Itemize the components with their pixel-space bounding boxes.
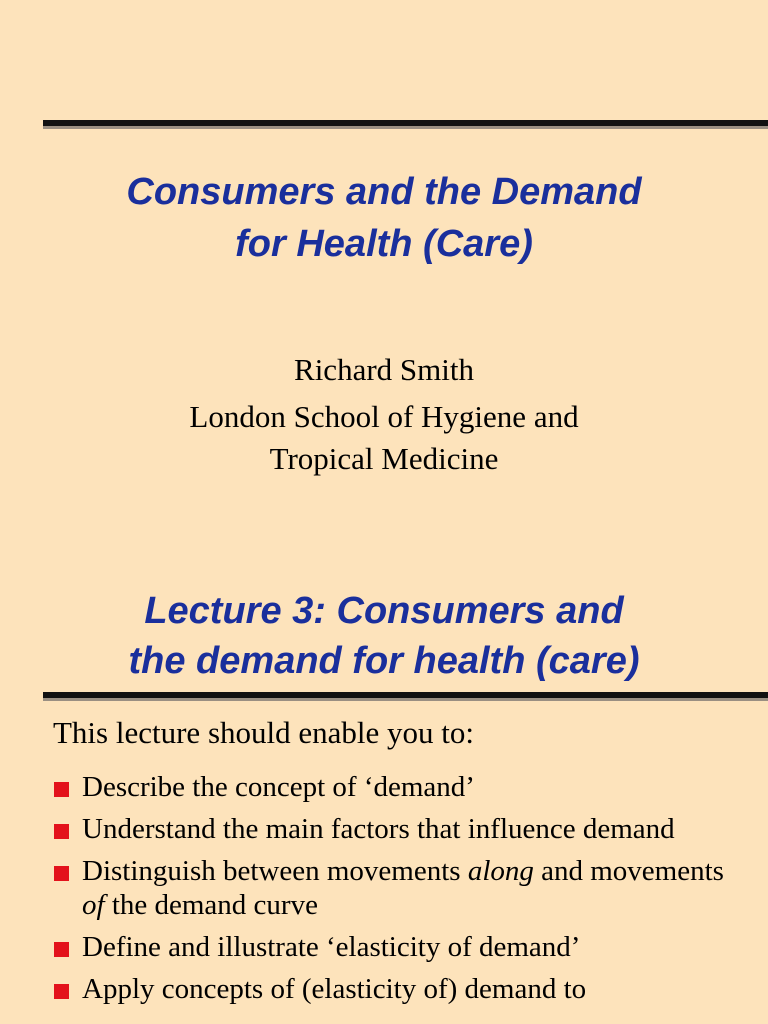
intro-text: This lecture should enable you to:: [53, 715, 474, 750]
slide-2-title-line-1: Lecture 3: Consumers and: [144, 590, 624, 632]
square-bullet-icon: [54, 984, 69, 999]
objective-emphasis: of: [82, 889, 105, 921]
slide-2-divider: [43, 692, 768, 698]
square-bullet-icon: [54, 942, 69, 957]
square-bullet-icon: [54, 866, 69, 881]
slide-1-title: [0, 166, 768, 270]
objective-text-part: Distinguish between movements: [82, 855, 468, 887]
objective-item: [53, 770, 753, 804]
objective-item: [53, 812, 753, 846]
affiliation-line-1: London School of Hygiene and: [189, 399, 579, 434]
slide-2-title: [0, 586, 768, 686]
objective-item: [53, 972, 753, 1006]
objective-text: Apply concepts of (elasticity of) demand to: [82, 973, 587, 1005]
objective-text-part: and movements: [533, 855, 724, 887]
objective-text: Understand the main factors that influence demand: [82, 813, 675, 845]
slide-1-title-line-1: Consumers and the Demand: [126, 171, 642, 213]
square-bullet-icon: [54, 782, 69, 797]
author-affiliation: [0, 396, 768, 480]
top-divider: [43, 120, 768, 126]
objective-item: [53, 854, 753, 922]
objective-item: [53, 930, 753, 964]
slide-2-title-line-2: the demand for health (care): [128, 640, 640, 682]
square-bullet-icon: [54, 824, 69, 839]
author-name: Richard Smith: [294, 352, 474, 387]
slide-1-title-line-2: for Health (Care): [235, 223, 533, 265]
objective-text-part: the demand curve: [104, 889, 318, 921]
objective-text: Describe the concept of ‘demand’: [82, 771, 475, 803]
objective-text: Define and illustrate ‘elasticity of demand’: [82, 931, 581, 963]
affiliation-line-2: Tropical Medicine: [269, 441, 499, 476]
objective-emphasis: along: [467, 855, 534, 887]
objectives-list: [53, 770, 753, 1014]
